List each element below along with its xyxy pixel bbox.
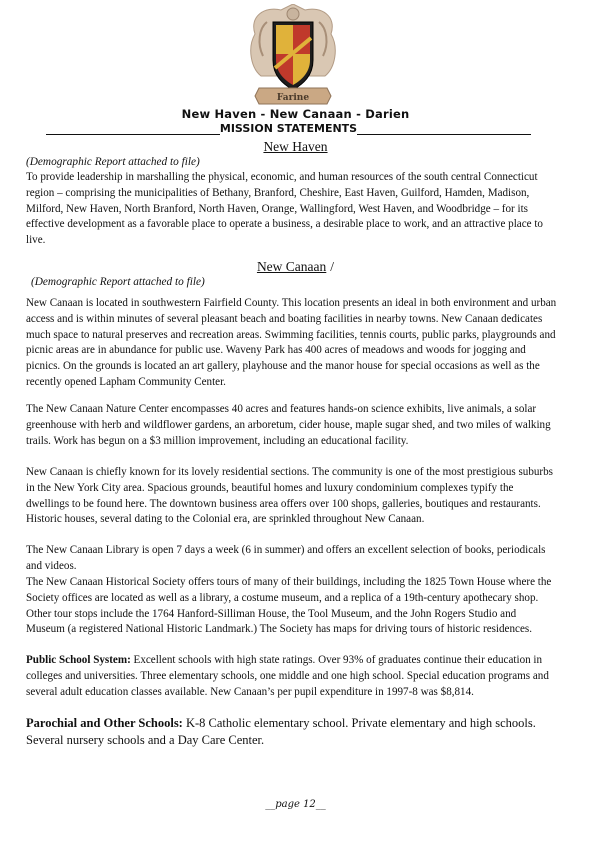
new-haven-title: New Haven	[263, 139, 328, 154]
page-number: __page 12__	[265, 799, 326, 810]
farine-crest-logo	[245, 4, 341, 108]
parochial-schools-text: K-8 Catholic elementary school. Private elementary and high schools. Several nursery schools and a Day Care Center.	[26, 716, 536, 747]
parochial-schools-paragraph	[26, 715, 557, 749]
new-canaan-demographic-note: (Demographic Report attached to file)	[31, 276, 205, 288]
heading-rule-left	[46, 125, 220, 135]
library-paragraph: The New Canaan Library is open 7 days a week (6 in summer) and offers an excellent selection of books, periodicals and videos.	[26, 544, 546, 572]
public-school-paragraph	[26, 653, 557, 700]
nature-center-paragraph: The New Canaan Nature Center encompasses 40 acres and features hands-on science exhibits, live animals, a solar greenhouse with herb and wildflower gardens, an arboretum, cider house, maple sugar shed, and two miles of walking trails. Work has begun on a $3 million improvement, including an educational facility.	[26, 403, 551, 447]
new-canaan-heading	[0, 259, 591, 275]
cities-header: New Haven - New Canaan - Darien	[181, 107, 410, 121]
title-slash: /	[330, 259, 335, 274]
logo-banner-text: Farine	[276, 93, 310, 103]
new-haven-demographic-note: (Demographic Report attached to file)	[26, 156, 200, 168]
public-school-text: Excellent schools with high state ratings. Over 93% of graduates continue their education in colleges and universities. Three elementary schools, one middle and one high school. Special education programs and several adult education classes available. New Canaan’s per pupil expenditure in 1997-8 was $8,814.	[26, 654, 549, 698]
residential-paragraph: New Canaan is chiefly known for its lovely residential sections. The community is one of the most prestigious suburbs in the New York City area. Spacious grounds, beautiful homes and luxury condominium complexes typify the dwellings to be found here. The downtown business area offers over 100 shops, galleries, boutiques and restaurants. Historic houses, several dating to the Colonial era, are sprinkled throughout New Canaan.	[26, 466, 553, 526]
historical-society-paragraph: The New Canaan Historical Society offers tours of many of their buildings, including the 1825 Town House where the Society offices are located as well as a library, a costume museum, and a replica of a 19th-century apothecary shop. Other tour stops include the 1764 Hanford-Silliman House, the Tool Museum, and the John Rogers Studio and Museum (a registered National Historic Landmark.) The Society has maps for driving tours of historic residences.	[26, 576, 552, 636]
public-school-label: Public School System:	[26, 654, 131, 666]
new-canaan-location-paragraph: New Canaan is located in southwestern Fairfield County. This location presents an ideal in both environment and urban access and is within minutes of several pleasant beach and boating facilities in nearby towns. New Canaan dedicates much space to natural preserves and recreation areas. Swimming facilities, tennis courts, public parks, playgrounds and picnic areas are in abundance for public use. Waveny Park has 400 acres of meadows and woods for jogging and picnics. On the grounds is located an art gallery, playhouse and the manor house for special occasions as well as the recently opened Lapham Community Center.	[26, 297, 557, 388]
new-haven-mission-text: To provide leadership in marshalling the physical, economic, and human resources of the south central Connecticut region – comprising the municipalities of Bethany, Branford, Cheshire, East Haven, Guilford, Hamden, Madison, Milford, New Haven, North Branford, North Haven, Orange, Wallingford, West Haven, and Woodbridge – for its effective development as a favorable place to operate a business, a desirable place to work, and an attractive place to live.	[26, 171, 543, 247]
parochial-schools-label: Parochial and Other Schools:	[26, 716, 183, 730]
new-canaan-title: New Canaan	[256, 259, 327, 274]
heading-rule-right	[357, 125, 531, 135]
mission-statements-heading	[46, 122, 531, 135]
mission-statements-label: MISSION STATEMENTS	[219, 122, 358, 135]
